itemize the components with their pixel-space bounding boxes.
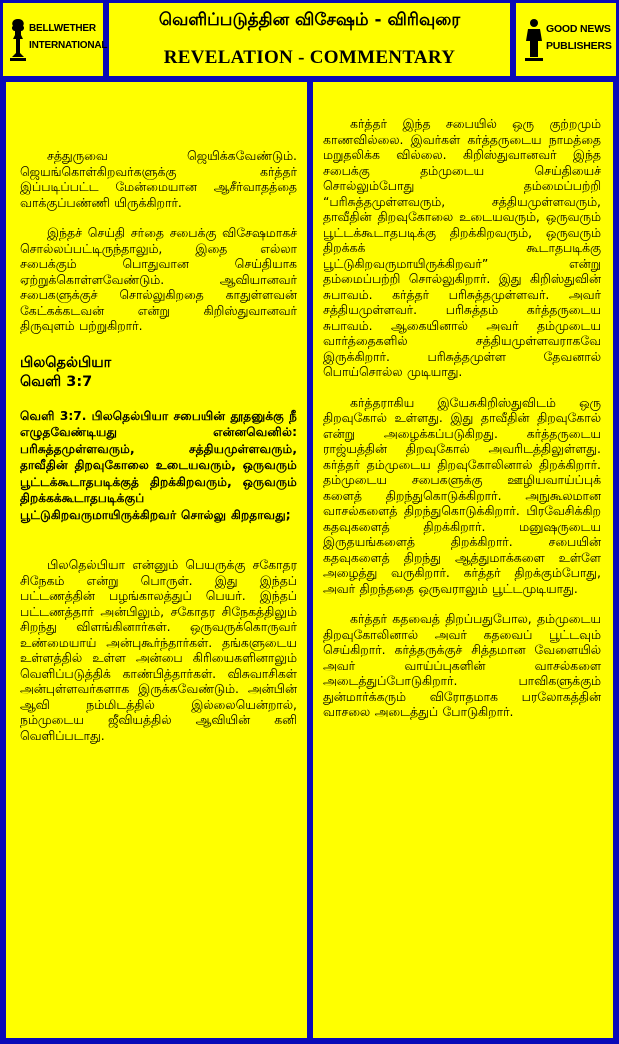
logo-line-2: PUBLISHERS <box>546 40 612 52</box>
paragraph: இந்தச் செய்தி சர்தை சபைக்கு விசேஷமாகச் சொல்லப்பட்டிருந்தாலும், இதை எல்லா சபைக்கும் பொதுவான செய்தியாக ஏற்றுக்கொள்ளவேண்டும். ஆவியானவர் சபைகளுக்குச் சொல்லுகிறதை காதுள்ளவன் கேட்கக்கடவன் என்று கிறிஸ்துவானவர் திருவுளம் பற்றுகிறார். <box>20 225 297 333</box>
header-bar <box>0 0 619 79</box>
title-box <box>109 3 510 76</box>
logo-line-2: INTERNATIONAL <box>29 40 108 51</box>
paragraph: கர்த்தர் இந்த சபையில் ஒரு குற்றமும் காணவில்லை. இவர்கள் கர்த்தருடைய நாமத்தை மறுதலிக்க வில்லை. கிறிஸ்துவானவர் இந்த சபைக்கு தம்முடைய செய்தியைச் சொல்லும்போது தம்மைப்பற்றி “பரிசுத்தமுள்ளவரும், சத்தியமுள்ளவரும், தாவீதின் திறவுகோலை உடையவரும், ஒருவரும் பூட்டக்கூடாதபடிக்கு திறக்கிறவரும், ஒருவரும் திறக்கக் கூடாதபடிக்கு பூட்டுகிறவருமாயிருக்கிறவர்” என்று தம்மைப்பற்றி சொல்லுகிறார். இது கிறிஸ்துவின் சுபாவம். கர்த்தர் பரிசுத்தமுள்ளவர். அவர் சத்தியமுள்ளவர். பரிசுத்தம் கர்த்தருடைய சுபாவம். ஆகையினால் அவர் தம்முடைய வார்த்தைகளில் சத்தியமுள்ளவராகவே இருக்கிறார். பரிசுத்தமுள்ள தேவனால் பொய்சொல்ல முடியாது. <box>323 116 601 379</box>
bellwether-logo <box>3 3 108 76</box>
paragraph: கர்த்தராகிய இயேசுகிறிஸ்துவிடம் ஒரு திறவுகோல் உள்ளது. இது தாவீதின் திறவுகோல் என்று அழைக்கப்படுகிறது. கர்த்தருடைய ராஜ்யத்தின் திறவுகோல் அவரிடத்திலுள்ளது. கர்த்தர் தம்முடைய திறவுகோலினால் திறக்கிறார். தம்முடைய சபைகளுக்கு ஊழியவாய்ப்புக் களைத் திறந்துகொடுக்கிறார். அநுகூலமான வாசல்களைத் திறந்துகொடுக்கிறார். பிரவேசிக்கிற கதவுகளைத் திறக்கிறார். மனுஷருடைய இருதயங்களைத் திறக்கிறார். சபையின் கதவுகளைத் திறந்து ஆத்துமாக்களை உள்ளே அழைத்து வருகிறார். கர்த்தர் திறக்கும்போது, அவர் திறந்ததை ஒருவராலும் பூட்டமுடியாது. <box>323 394 601 596</box>
section-heading: பிலதெல்பியா <box>20 354 112 371</box>
logo-line-1: BELLWETHER <box>29 23 96 34</box>
figure-with-book-icon <box>524 17 544 63</box>
paragraph: சத்துருவை ஜெயிக்கவேண்டும். ஜெயங்கொள்கிறவர்களுக்கு கர்த்தர் இப்படிப்பட்ட மேன்மையான ஆசீர்வாதத்தை வாக்குப்பண்ணி யிருக்கிறார். <box>20 148 297 210</box>
title-tamil: வெளிப்படுத்தின விசேஷம் - விரிவுரை <box>158 10 461 30</box>
verse-text: வெளி 3:7. பிலதெல்பியா சபையின் தூதனுக்கு நீ எழுதவேண்டியது என்னவெனில்: பரிசுத்தமுள்ளவரும், சத்தியமுள்ளவரும், தாவீதின் திறவுகோலை உடையவரும், ஒருவரும் பூட்டக்கூடாதபடிக்குத் திறக்கிறவரும், ஒருவரும் திறக்கக்கூடாதபடிக்குப் பூட்டுகிறவருமாயிருக்கிறவர் சொல்லு கிறதாவது; <box>20 408 297 522</box>
verse-reference: வெளி 3:7 <box>20 373 93 390</box>
title-english: REVELATION - COMMENTARY <box>163 47 456 68</box>
paragraph: கர்த்தர் கதவைத் திறப்பதுபோல, தம்முடைய திறவுகோலினால் அவர் கதவைப் பூட்டவும் செய்கிறார். கர்த்தருக்குச் சித்தமான வேளையில் அவர் வாய்ப்புகளின் வாசல்களை அடைத்துப்போடுகிறார். பாவிகளுக்கும் துன்மார்க்கரும் விரோதமாக பரலோகத்தின் வாசலை அடைத்துப் போடுகிறார். <box>323 611 601 719</box>
paragraph: பிலதெல்பியா என்னும் பெயருக்கு சகோதர சிநேகம் என்று பொருள். இது இந்தப் பட்டணத்தின் பழங்காலத்துப் பெயர். இந்தப் பட்டணத்தார் அன்பிலும், சகோதர சிநேகத்திலும் சிறந்து விளங்கினார்கள். ஒருவருக்கொருவர் உண்மையாய் அன்புகூர்ந்தார்கள். தங்களுடைய உள்ளத்தில் உள்ள அன்பை கிரியைகளினாலும் வெளிப்படுத்திக் காண்பித்தார்கள். விசுவாசிகள் அன்புள்ளவர்களாக இருக்கவேண்டும். அன்பின் ஆவி நம்மிடத்தில் இல்லையென்றால், நம்முடைய ஜீவியத்தில் ஆவியின் கனி வெளிப்படாது. <box>20 557 297 743</box>
right-column <box>313 82 613 1038</box>
left-column <box>6 82 307 1038</box>
ram-bellwether-icon <box>9 17 27 63</box>
goodnews-logo <box>516 3 616 76</box>
logo-line-1: GOOD NEWS <box>546 23 611 35</box>
